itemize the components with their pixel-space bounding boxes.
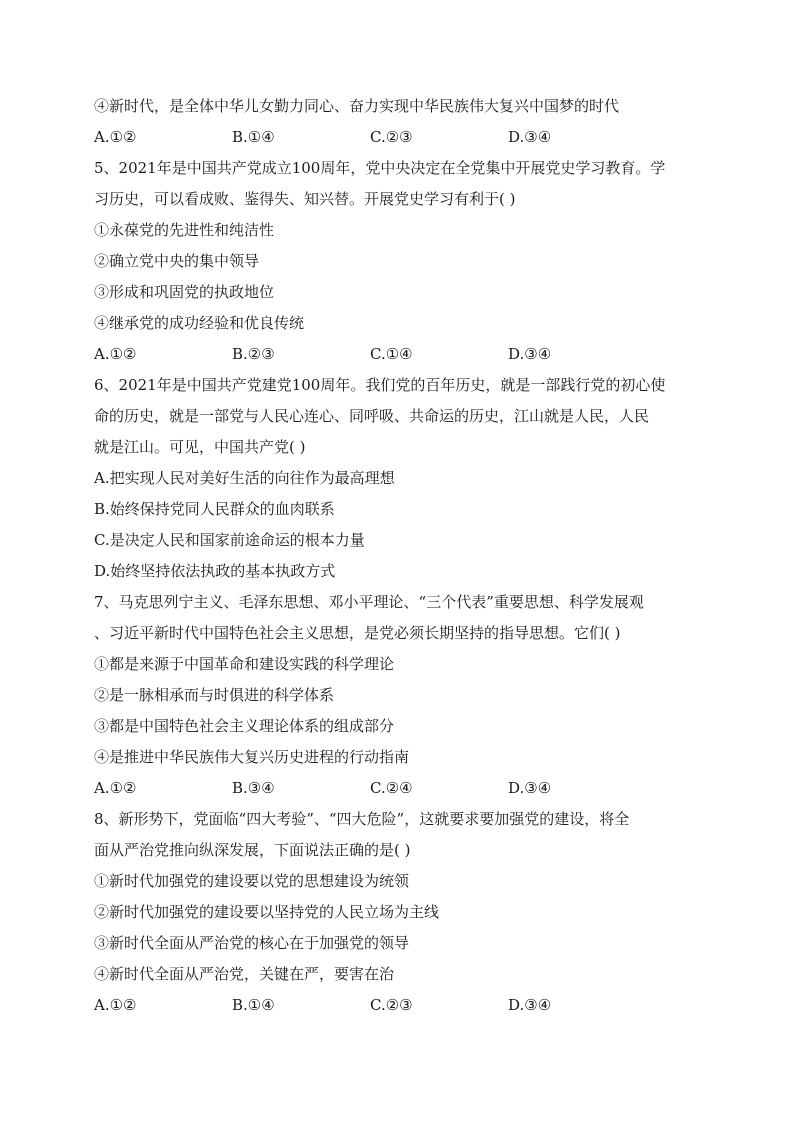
statement-3: ③形成和巩固党的执政地位 — [94, 283, 275, 301]
question-stem-line: 7、马克思列宁主义、毛泽东思想、邓小平理论、“三个代表”重要思想、科学发展观 — [94, 593, 644, 611]
statement-4: ④是推进中华民族伟大复兴历史进程的行动指南 — [94, 748, 410, 766]
answer-options — [94, 990, 704, 1021]
statement-2: ②确立党中央的集中领导 — [94, 252, 260, 270]
statement-4: ④继承党的成功经验和优良传统 — [94, 314, 305, 332]
statement-3: ③新时代全面从严治党的核心在于加强党的领导 — [94, 934, 410, 952]
question-stem-line: 就是江山。可见，中国共产党( ) — [94, 438, 306, 456]
option-a: A.把实现人民对美好生活的向往作为最高理想 — [94, 469, 395, 487]
option-c: C.②④ — [370, 779, 413, 797]
statement-3: ③都是中国特色社会主义理论体系的组成部分 — [94, 717, 395, 735]
option-d: D.③④ — [508, 779, 552, 797]
option-c: C.②③ — [370, 996, 413, 1014]
question-stem-line: 5、2021年是中国共产党成立100周年，党中央决定在全党集中开展党史学习教育。学 — [94, 159, 666, 177]
option-b: B.始终保持党同人民群众的血肉联系 — [94, 500, 335, 518]
question-5 — [94, 153, 704, 370]
statement-2: ②是一脉相承而与时俱进的科学体系 — [94, 686, 335, 704]
question-4-tail — [94, 91, 704, 153]
statement-4: ④新时代，是全体中华儿女勤力同心、奋力实现中华民族伟大复兴中国梦的时代 — [94, 97, 620, 115]
option-b: B.①④ — [232, 128, 275, 146]
answer-options — [94, 773, 704, 804]
option-a: A.①② — [94, 779, 137, 797]
question-stem-line: 命的历史，就是一部党与人民心连心、同呼吸、共命运的历史，江山就是人民，人民 — [94, 407, 650, 425]
question-6 — [94, 370, 704, 587]
statement-4: ④新时代全面从严治党，关键在严，要害在治 — [94, 965, 395, 983]
question-stem-line: 6、2021年是中国共产党建党100周年。我们党的百年历史，就是一部践行党的初心使 — [94, 376, 666, 394]
question-7 — [94, 587, 704, 804]
option-b: B.②③ — [232, 345, 275, 363]
statement-1: ①都是来源于中国革命和建设实践的科学理论 — [94, 655, 395, 673]
option-b: B.①④ — [232, 996, 275, 1014]
question-8 — [94, 804, 704, 1021]
statement-2: ②新时代加强党的建设要以坚持党的人民立场为主线 — [94, 903, 440, 921]
option-c: C.是决定人民和国家前途命运的根本力量 — [94, 531, 365, 549]
question-stem-line: 8、新形势下，党面临“四大考验”、“四大危险”，这就要求要加强党的建设，将全 — [94, 810, 630, 828]
statement-1: ①永葆党的先进性和纯洁性 — [94, 221, 275, 239]
option-d: D.③④ — [508, 128, 552, 146]
answer-options — [94, 122, 704, 153]
statement-1: ①新时代加强党的建设要以党的思想建设为统领 — [94, 872, 410, 890]
option-a: A.①② — [94, 345, 137, 363]
option-b: B.③④ — [232, 779, 275, 797]
option-d: D.③④ — [508, 345, 552, 363]
question-stem-line: 、习近平新时代中国特色社会主义思想，是党必须长期坚持的指导思想。它们( ) — [94, 624, 621, 642]
question-stem-line: 习历史，可以看成败、鉴得失、知兴替。开展党史学习有利于( ) — [94, 190, 516, 208]
option-a: A.①② — [94, 996, 137, 1014]
option-d: D.始终坚持依法执政的基本执政方式 — [94, 562, 336, 580]
question-stem-line: 面从严治党推向纵深发展，下面说法正确的是( ) — [94, 841, 411, 859]
option-c: C.②③ — [370, 128, 413, 146]
option-d: D.③④ — [508, 996, 552, 1014]
option-a: A.①② — [94, 128, 137, 146]
document-page — [94, 91, 704, 1021]
option-c: C.①④ — [370, 345, 413, 363]
answer-options — [94, 339, 704, 370]
